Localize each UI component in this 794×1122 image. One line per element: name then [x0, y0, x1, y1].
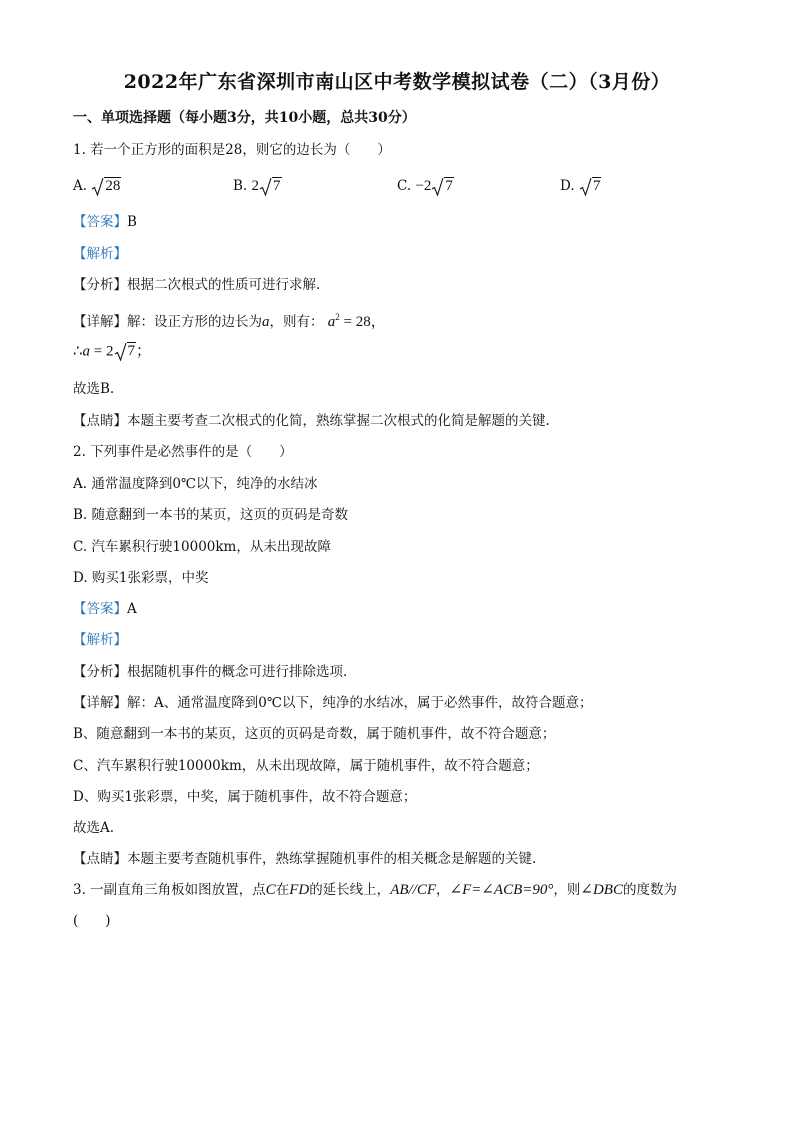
- q2-dianjing: 【点睛】本题主要考查随机事件，熟练掌握随机事件的相关概念是解题的关键.: [73, 851, 537, 867]
- radical: 2 7: [252, 178, 282, 194]
- page-title: 2022年广东省深圳市南山区中考数学模拟试卷（二）（3月份）: [123, 71, 671, 93]
- q2-choice: 故选A.: [73, 820, 115, 836]
- q1-xiangjie: 【详解】解：设正方形的边长为a，则有： $a^2 = 28$，: [73, 312, 386, 330]
- q1-option-d: D. 7: [560, 176, 601, 197]
- q1-option-b: B. 2 7: [233, 176, 282, 197]
- q1-stem: 1. 若一个正方形的面积是28，则它的边长为（ ）: [73, 142, 391, 158]
- q2-line-b: B、随意翻到一本书的某页，这页的页码是奇数，属于随机事件，故不符合题意；: [73, 726, 556, 742]
- sqrt-sign: [114, 342, 127, 362]
- q3-answer-paren: ( ): [73, 913, 111, 929]
- answer-tag: 【答案】: [73, 601, 127, 617]
- sqrt-sign: [91, 177, 104, 197]
- q2-analysis-tag: 【解析】: [73, 632, 127, 648]
- q2-xiangjie: 【详解】解：A、通常温度降到0℃以下，纯净的水结冰，属于必然事件，故符合题意；: [73, 695, 593, 711]
- q2-stem: 2. 下列事件是必然事件的是（ ）: [73, 444, 293, 460]
- q3-stem: 3. 一副直角三角板如图放置，点C在FD的延长线上，AB//CF，∠F=∠ACB=90°，则∠DBC的度数为: [73, 882, 677, 898]
- q1-fenxi: 【分析】根据二次根式的性质可进行求解.: [73, 277, 321, 293]
- answer-tag: 【答案】: [73, 214, 127, 230]
- q1-option-c: C. −2 7: [397, 176, 454, 197]
- q1-analysis-tag: 【解析】: [73, 246, 127, 262]
- q1-choice: 故选B.: [73, 381, 115, 397]
- q2-option-d: D. 购买1张彩票，中奖: [73, 570, 209, 586]
- sqrt-sign: [259, 177, 272, 197]
- equation-a-squared: $a^2 = 28$，: [327, 312, 386, 330]
- sqrt-sign: [431, 177, 444, 197]
- q2-option-b: B. 随意翻到一本书的某页，这页的页码是奇数: [73, 507, 349, 523]
- q1-option-a: A. 28: [73, 176, 121, 197]
- q2-answer: 【答案】A: [73, 601, 137, 617]
- q2-fenxi: 【分析】根据随机事件的概念可进行排除选项.: [73, 664, 348, 680]
- q1-dianjing: 【点睛】本题主要考查二次根式的化简，熟练掌握二次根式的化简是解题的关键.: [73, 413, 550, 429]
- q1-equation-result: ∴a = 2 7；: [73, 342, 734, 362]
- radical: 7: [579, 178, 602, 194]
- q1-answer: 【答案】B: [73, 214, 137, 230]
- radical: −2 7: [415, 178, 453, 194]
- sqrt-sign: [579, 177, 592, 197]
- radical: 28: [91, 178, 121, 194]
- q2-line-c: C、汽车累积行驶10000km，从未出现故障，属于随机事件，故不符合题意；: [73, 758, 539, 774]
- q2-line-d: D、购买1张彩票，中奖，属于随机事件，故不符合题意；: [73, 789, 417, 805]
- q2-option-c: C. 汽车累积行驶10000km，从未出现故障: [73, 539, 331, 555]
- q2-option-a: A. 通常温度降到0℃以下，纯净的水结冰: [73, 476, 318, 492]
- section-heading: 一、单项选择题（每小题3分，共10小题，总共30分）: [73, 110, 416, 126]
